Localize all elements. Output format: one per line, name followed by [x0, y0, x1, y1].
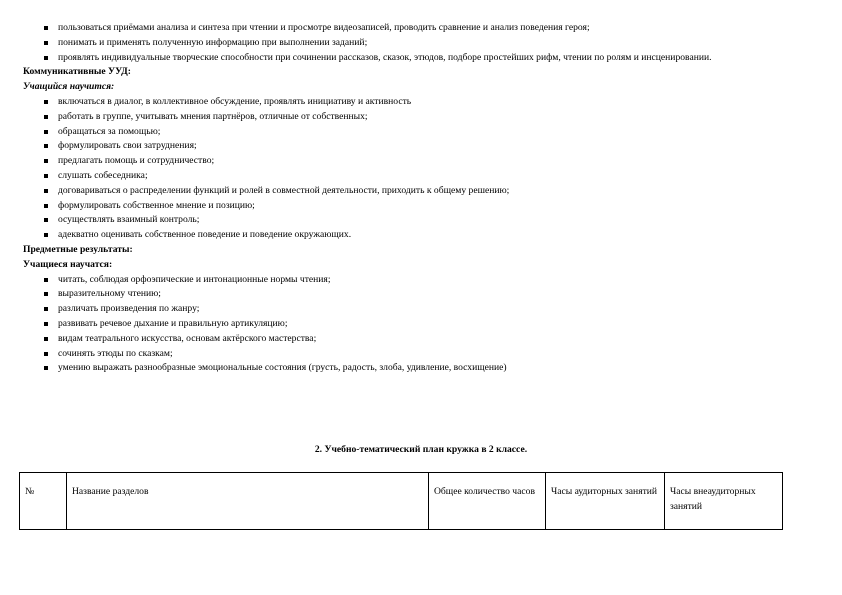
- plan-title: 2. Учебно-тематический план кружка в 2 классе.: [314, 444, 528, 455]
- list-item: проявлять индивидуальные творческие способности при сочинении рассказов, сказок, этюдов, подборе простейших рифм, чтении по ролям и инсценировании.: [0, 51, 786, 66]
- bullet-icon: [44, 174, 48, 178]
- bullet-icon: [44, 337, 48, 341]
- bullet-icon: [44, 278, 48, 282]
- list-item: читать, соблюдая орфоэпические и интонационные нормы чтения;: [0, 273, 786, 288]
- bullet-icon: [44, 307, 48, 311]
- column-header-extracurricular-hours: Часы внеаудиторных занятий: [665, 473, 783, 530]
- outcomes-section: [0, 21, 842, 376]
- subject-heading: Предметные результаты:: [23, 243, 133, 255]
- bullet-icon: [44, 56, 48, 60]
- list-item: формулировать собственное мнение и позицию;: [0, 199, 786, 214]
- bullet-icon: [44, 144, 48, 148]
- bullet-icon: [44, 366, 48, 370]
- communicative-subheading: Учащийся научится:: [23, 81, 115, 93]
- bullet-icon: [44, 292, 48, 296]
- subject-bullet-list: [0, 273, 842, 377]
- bullet-icon: [44, 189, 48, 193]
- list-item: работать в группе, учитывать мнения партнёров, отличные от собственных;: [0, 110, 786, 125]
- column-header-number: №: [20, 473, 67, 530]
- plan-table: [19, 472, 783, 530]
- column-header-total-hours: Общее количество часов: [429, 473, 546, 530]
- bullet-icon: [44, 322, 48, 326]
- column-header-section-name: Название разделов: [67, 473, 429, 530]
- communicative-bullet-list: [0, 95, 842, 243]
- list-item: различать произведения по жанру;: [0, 302, 786, 317]
- list-item: обращаться за помощью;: [0, 125, 786, 140]
- bullet-icon: [44, 159, 48, 163]
- list-item: видам театрального искусства, основам актёрского мастерства;: [0, 332, 786, 347]
- bullet-icon: [44, 115, 48, 119]
- bullet-icon: [44, 352, 48, 356]
- list-item: сочинять этюды по сказкам;: [0, 347, 786, 362]
- communicative-heading: Коммуникативные УУД:: [23, 66, 131, 78]
- list-item: выразительному чтению;: [0, 287, 786, 302]
- bullet-icon: [44, 204, 48, 208]
- list-item: договариваться о распределении функций и ролей в совместной деятельности, приходить к общему решению;: [0, 184, 786, 199]
- table-header-row: [20, 473, 783, 530]
- list-item: развивать речевое дыхание и правильную артикуляцию;: [0, 317, 786, 332]
- list-item: слушать собеседника;: [0, 169, 786, 184]
- list-item: предлагать помощь и сотрудничество;: [0, 154, 786, 169]
- bullet-icon: [44, 130, 48, 134]
- list-item: осуществлять взаимный контроль;: [0, 213, 786, 228]
- bullet-icon: [44, 233, 48, 237]
- list-item: включаться в диалог, в коллективное обсуждение, проявлять инициативу и активность: [0, 95, 786, 110]
- list-item: адекватно оценивать собственное поведение и поведение окружающих.: [0, 228, 786, 243]
- list-item: формулировать свои затруднения;: [0, 139, 786, 154]
- list-item: понимать и применять полученную информацию при выполнении заданий;: [0, 36, 786, 51]
- subject-subheading: Учащиеся научатся:: [23, 258, 113, 270]
- list-item: пользоваться приёмами анализа и синтеза при чтении и просмотре видеозаписей, проводить сравнение и анализ поведения героя;: [0, 21, 786, 36]
- bullet-icon: [44, 218, 48, 222]
- bullet-icon: [44, 26, 48, 30]
- intro-bullet-list: [0, 21, 842, 65]
- column-header-classroom-hours: Часы аудиторных занятий: [546, 473, 665, 530]
- bullet-icon: [44, 100, 48, 104]
- bullet-icon: [44, 41, 48, 45]
- list-item: умению выражать разнообразные эмоциональные состояния (грусть, радость, злоба, удивление, восхищение): [0, 361, 786, 376]
